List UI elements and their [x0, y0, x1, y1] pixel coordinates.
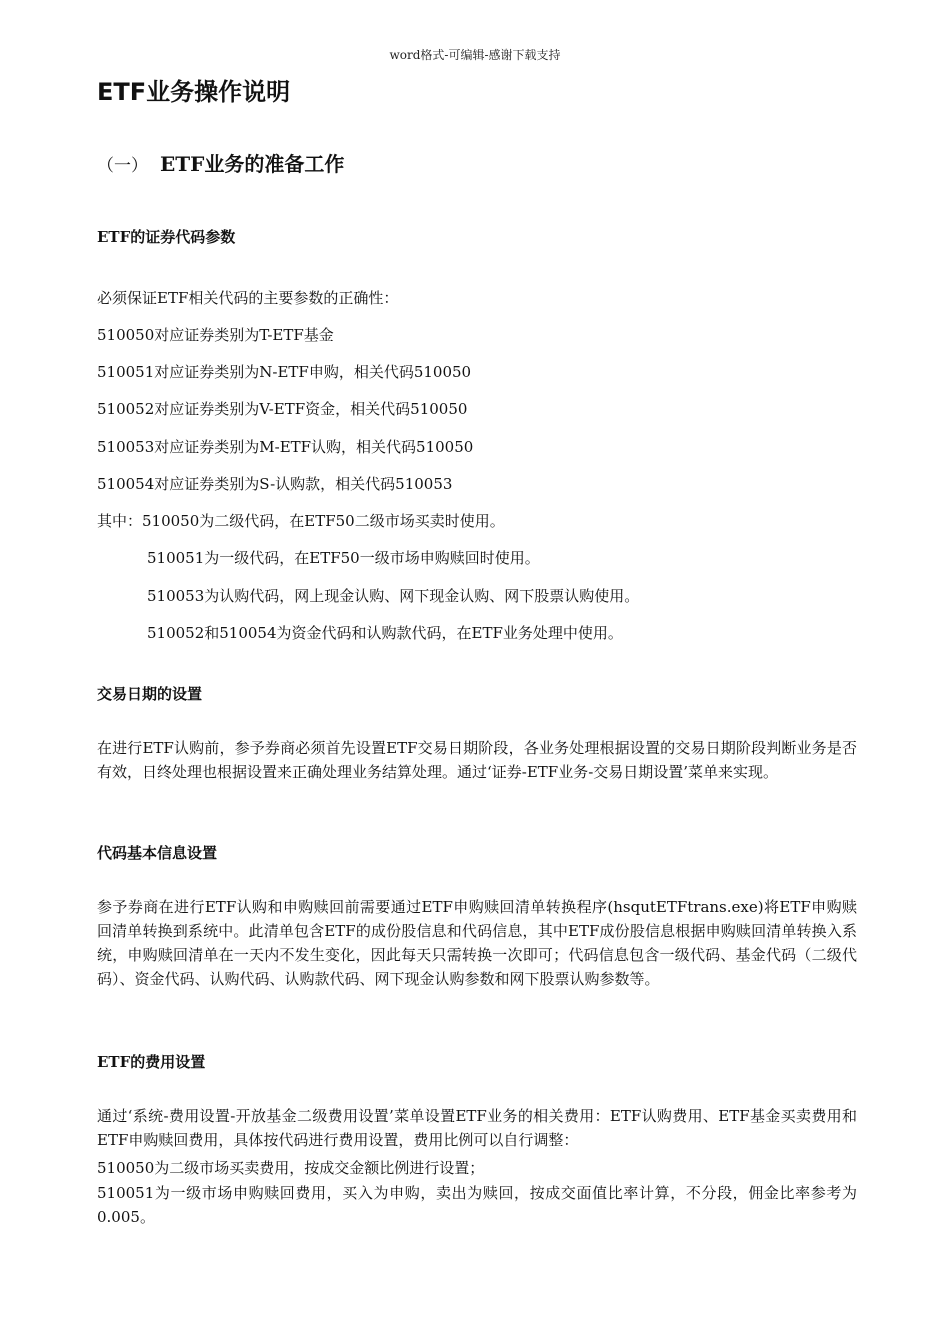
code-line: 510052对应证券类别为V-ETF资金，相关代码510050 [97, 400, 468, 418]
subheading-code-info: 代码基本信息设置 [97, 844, 218, 862]
subheading-code-params: ETF的证券代码参数 [97, 228, 236, 246]
subheading-trade-date: 交易日期的设置 [97, 685, 203, 703]
code-line: 510050对应证券类别为T-ETF基金 [97, 326, 334, 344]
fee-settings-paragraph: 通过‘系统-费用设置-开放基金二级费用设置’菜单设置ETF业务的相关费用：ETF认购费用、ETF基金买卖费用和ETF申购赎回费用，具体按代码进行费用设置，费用比例可以自行调整： [97, 1107, 857, 1149]
note-line: 510051为一级代码，在ETF50一级市场申购赎回时使用。 [147, 549, 540, 567]
header-watermark: word格式-可编辑-感谢下载支持 [389, 48, 561, 62]
fee-line-primary-market: 510051为一级市场申购赎回费用，买入为申购，卖出为赎回，按成交面值比率计算，不分段，佣金比率参考为0.005。 [97, 1184, 857, 1226]
section-title-text: ETF业务的准备工作 [160, 152, 345, 176]
code-params-intro: 必须保证ETF相关代码的主要参数的正确性： [97, 289, 399, 307]
subheading-fee-settings: ETF的费用设置 [97, 1053, 206, 1071]
code-line: 510051对应证券类别为N-ETF申购，相关代码510050 [97, 363, 472, 381]
note-line: 510053为认购代码，网上现金认购、网下现金认购、网下股票认购使用。 [147, 587, 640, 605]
section-number: （一） [97, 156, 148, 176]
code-info-paragraph: 参予券商在进行ETF认购和申购赎回前需要通过ETF申购赎回清单转换程序(hsqutETFtrans.exe)将ETF申购赎回清单转换到系统中。此清单包含ETF的成份股信息和代码信息，其中ETF成份股信息根据申购赎回清单转换入系统，申购赎回清单在一天内不发生变化，因此每天只需转换一次即可；代码信息包含一级代码、基金代码（二级代码）、资金代码、认购代码、认购款代码、网下现金认购参数和网下股票认购参数等。 [97, 898, 857, 988]
note-line: 510052和510054为资金代码和认购款代码，在ETF业务处理中使用。 [147, 624, 623, 642]
code-line: 510053对应证券类别为M-ETF认购，相关代码510050 [97, 438, 474, 456]
note-lead: 其中：510050为二级代码，在ETF50二级市场买卖时使用。 [97, 512, 505, 530]
document-title: ETF业务操作说明 [97, 78, 291, 106]
trade-date-paragraph: 在进行ETF认购前，参予券商必须首先设置ETF交易日期阶段，各业务处理根据设置的交易日期阶段判断业务是否有效，日终处理也根据设置来正确处理业务结算处理。通过‘证券-ETF业务-交易日期设置’菜单来实现。 [97, 739, 857, 781]
code-line: 510054对应证券类别为S-认购款，相关代码510053 [97, 475, 453, 493]
fee-line-secondary-market: 510050为二级市场买卖费用，按成交金额比例进行设置； [97, 1159, 485, 1177]
section-title [97, 148, 344, 177]
